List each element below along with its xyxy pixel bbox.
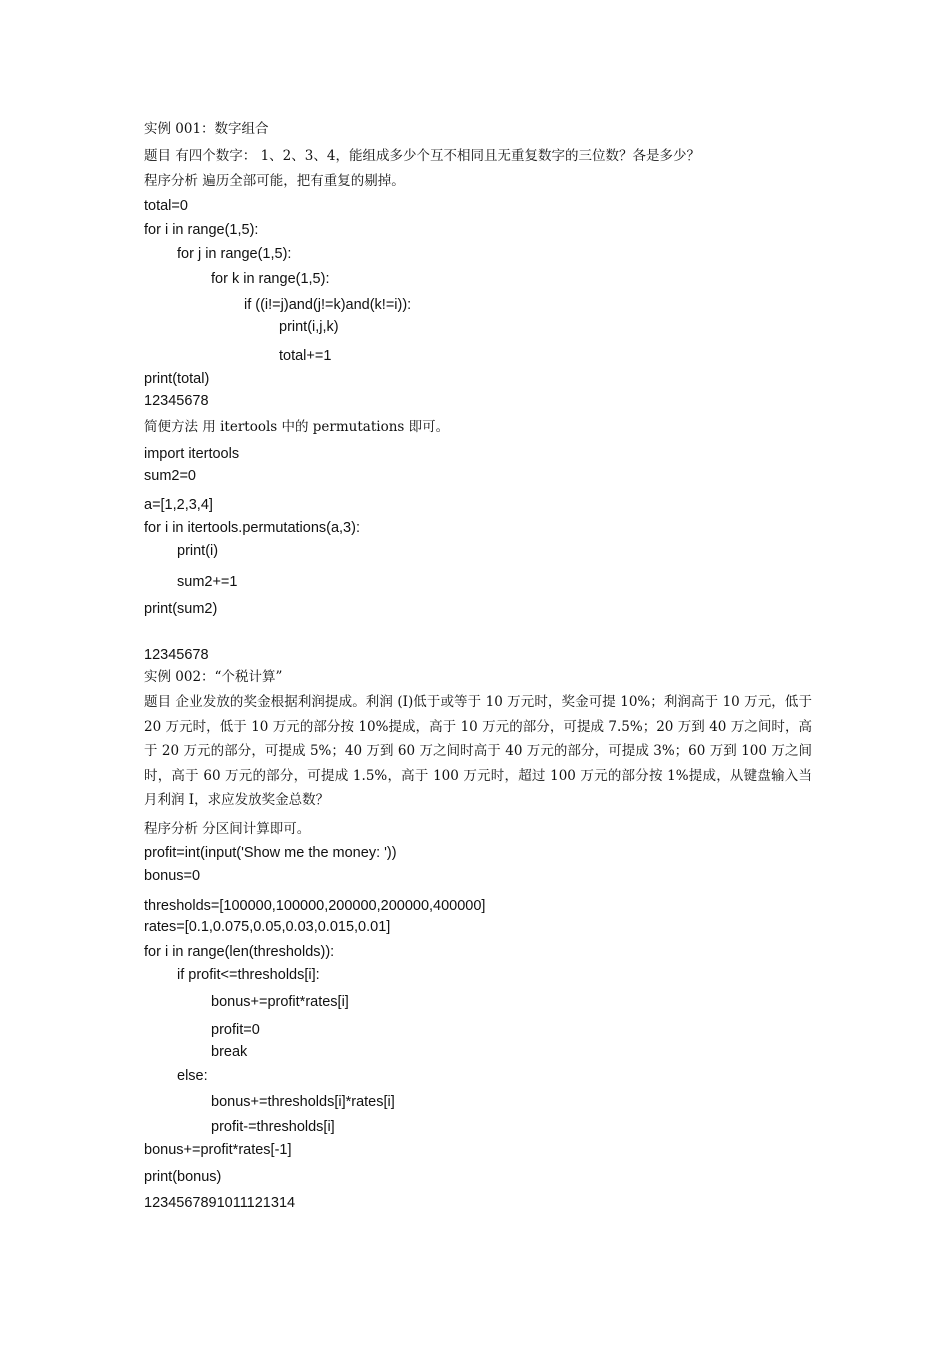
example-001-question: 题目 有四个数字： 1、2、3、4，能组成多少个互不相同且无重复数字的三位数？各是多少？ <box>144 148 700 164</box>
code-line: for k in range(1,5): <box>211 271 330 287</box>
example-001-title: 实例 001：数字组合 <box>144 121 269 137</box>
code-line: total=0 <box>144 198 188 214</box>
line-numbers: 1234567891011121314 <box>144 1195 296 1211</box>
code-line: print(i) <box>177 543 219 559</box>
code-line: profit-=thresholds[i] <box>211 1119 335 1135</box>
code-line: print(i,j,k) <box>279 319 339 335</box>
code-line: bonus+=thresholds[i]*rates[i] <box>211 1094 395 1110</box>
code-line: a=[1,2,3,4] <box>144 497 213 513</box>
code-line: profit=0 <box>211 1022 260 1038</box>
code-line: bonus+=profit*rates[-1] <box>144 1142 292 1158</box>
code-line: for j in range(1,5): <box>177 246 292 262</box>
code-line: print(bonus) <box>144 1169 222 1185</box>
code-line: if ((i!=j)and(j!=k)and(k!=i)): <box>244 297 412 313</box>
code-line: rates=[0.1,0.075,0.05,0.03,0.015,0.01] <box>144 919 391 935</box>
code-line: profit=int(input('Show me the money: ')) <box>144 845 397 861</box>
code-line: sum2+=1 <box>177 574 238 590</box>
code-line: bonus=0 <box>144 868 201 884</box>
code-line: for i in range(len(thresholds)): <box>144 944 335 960</box>
simple-method-text: 简便方法 用 itertools 中的 permutations 即可。 <box>144 419 450 435</box>
example-002-title: 实例 002：“个税计算” <box>144 669 283 685</box>
code-line: bonus+=profit*rates[i] <box>211 994 349 1010</box>
code-line: print(sum2) <box>144 601 218 617</box>
code-line: thresholds=[100000,100000,200000,200000,400000] <box>144 898 486 914</box>
code-line: for i in itertools.permutations(a,3): <box>144 520 360 536</box>
line-numbers: 12345678 <box>144 647 209 663</box>
code-line: else: <box>177 1068 208 1084</box>
code-line: sum2=0 <box>144 468 196 484</box>
code-line: if profit<=thresholds[i]: <box>177 967 320 983</box>
example-002-analysis: 程序分析 分区间计算即可。 <box>144 821 311 837</box>
code-line: total+=1 <box>279 348 332 364</box>
code-line: break <box>211 1044 248 1060</box>
example-001-analysis: 程序分析 遍历全部可能，把有重复的剔掉。 <box>144 173 405 189</box>
code-line: import itertools <box>144 446 240 462</box>
line-numbers: 12345678 <box>144 393 209 409</box>
code-line: print(total) <box>144 371 210 387</box>
example-002-question: 题目 企业发放的奖金根据利润提成。利润 (I)低于或等于 10 万元时，奖金可提 10%；利润高于 10 万元，低于 20 万元时，低于 10 万元的部分按 10%提成，高于 10 万元的部分，可提成 7.5%；20 万到 40 万之间时，高于 20 万元的部分，可提成 5%；40 万到 60 万之间时高于 40 万元的部分，可提成 3%；60 万到 100 万之间时，高于 60 万元的部分，可提成 1.5%，高于 100 万元时，超过 100 万元的部分按 1%提成，从键盘输入当月利润 I，求应发放奖金总数？ <box>144 694 812 808</box>
code-line: for i in range(1,5): <box>144 222 259 238</box>
